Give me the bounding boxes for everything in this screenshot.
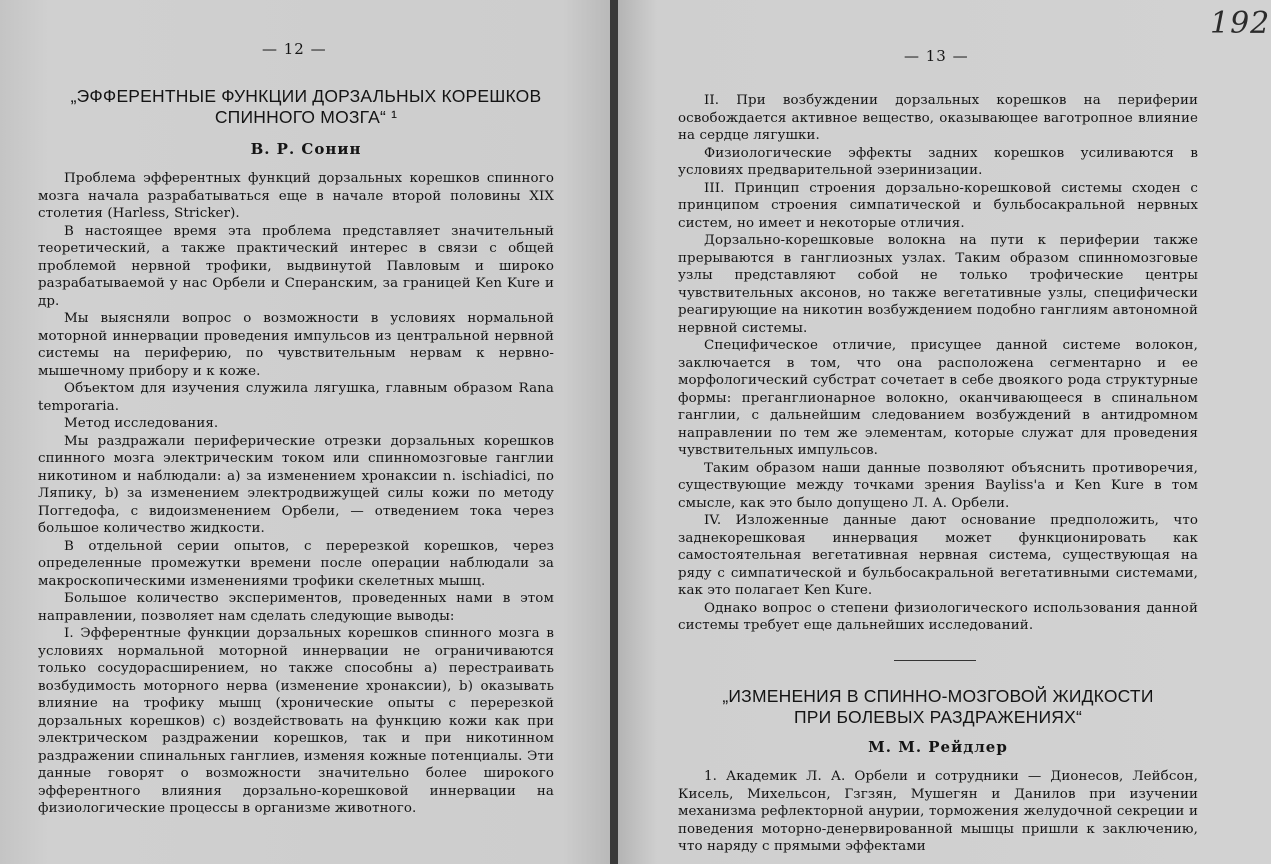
left-page xyxy=(0,0,612,864)
article-title xyxy=(28,86,584,128)
article-body-continued xyxy=(678,92,1198,635)
article-body xyxy=(38,170,554,818)
paragraph: Однако вопрос о степени физиологического использования данной системы требует еще дальнейших исследований. xyxy=(678,600,1198,633)
paragraph: Специфическое отличие, присущее данной системе волокон, заключается в том, что она расположена сегментарно и ее морфологический субстрат сочетает в себе двоякого рода структурные формы: преганглионарное волокно, оканчивающееся в спинальном ганглии, с дальнейшим следованием возбуждений в антидромном направлении по тем же элементам, которые служат для проведения чувствительных импульсов. xyxy=(678,338,1198,458)
paragraph: I. Эфферентные функции дорзальных корешков спинного мозга в условиях нормальной моторной иннервации не ограничиваются только сосудорасширением, но также способны а) перестраивать возбудимость моторного нерва (изменение хронаксии), b) оказывать влияние на трофику мышц (хронические опыты с перерезкой дорзальных корешков) с) воздействовать на функцию кожи как при электрическом раздражении корешков, так и при никотинном раздражении спинальных ганглиев, изменяя кожные потенциалы. Эти данные говорят о возможности значительно более широкого эфферентного влияния дорзально-корешковой иннервации на физиологические процессы в организме животного. xyxy=(38,626,554,816)
title-line: СПИННОГО МОЗГА“ ¹ xyxy=(214,107,398,127)
paragraph: Мы выясняли вопрос о возможности в условиях нормальной моторной иннервации проведения импульсов из центральной нервной системы на периферию, по чувствительным нервам к нервно-мышечному прибору и к коже. xyxy=(38,311,554,379)
article-author: М. М. Рейдлер xyxy=(868,738,1008,756)
handwritten-page-number: 192 xyxy=(1210,6,1271,41)
paragraph: Дорзально-корешковые волокна на пути к периферии также прерываются в ганглиозных узлах. Таким образом спинномозговые узлы представляют собой не только трофические центры чувствительных аксонов, но также вегетативные узлы, специфически реагирующие на никотин возбуждением подобно ганглиям автономной нервной системы. xyxy=(678,233,1198,336)
article-author: В. Р. Сонин xyxy=(250,140,362,158)
paragraph: В настоящее время эта проблема представляет значительный теоретический, а также практический интерес в связи с общей проблемой нервной трофики, выдвинутой Павловым и широко разрабатываемой у нас Орбели и Сперанским, за границей Ken Kure и др. xyxy=(38,223,554,309)
section-divider xyxy=(894,660,976,661)
paragraph: III. Принцип строения дорзально-корешковой системы сходен с принципом строения симпатической и бульбосакральной нервных систем, но имеет и некоторые отличия. xyxy=(678,180,1198,231)
paragraph: Мы раздражали периферические отрезки дорзальных корешков спинного мозга электрическим током или спинномозговые ганглии никотином и наблюдали: а) за изменением хронаксии n. ischiadici, по Ляпику, b) за изменением электродвижущей силы кожи по методу Поггедофа, с видоизменением Орбели, — отведением тока через большое количество жидкости. xyxy=(38,433,554,536)
paragraph: 1. Академик Л. А. Орбели и сотрудники — Дионесов, Лейбсон, Кисель, Михельсон, Гзгзян, Мушегян и Данилов при изучении механизма рефлекторной анурии, торможения желудочной секреции и поведения моторно-денервированной мышцы пришли к заключению, что наряду с прямыми эффектами xyxy=(678,769,1198,854)
article-title xyxy=(658,686,1218,728)
paragraph: В отдельной серии опытов, с перерезкой корешков, через определенные промежутки времени после операции наблюдали за макроскопическими изменениями трофики скелетных мышц. xyxy=(38,538,554,589)
paragraph: Физиологические эффекты задних корешков усиливаются в условиях предварительной эзеринизации. xyxy=(678,145,1198,178)
article-body xyxy=(678,768,1198,856)
paragraph: Проблема эфферентных функций дорзальных корешков спинного мозга начала разрабатываться еще в начале второй половины XIX столетия (Harless, Stricker). xyxy=(38,171,554,221)
paragraph: IV. Изложенные данные дают основание предположить, что заднекорешковая иннервация может функционировать как самостоятельная вегетативная нервная система, существующая на ряду с симпатической и бульбосакральной вегетативными системами, как это полагает Ken Kure. xyxy=(678,513,1198,598)
title-line: ПРИ БОЛЕВЫХ РАЗДРАЖЕНИЯХ“ xyxy=(793,707,1082,727)
paragraph: Таким образом наши данные позволяют объяснить противоречия, существующие между точками зрения Bayliss'а и Ken Kure в том смысле, как это было допущено Л. А. Орбели. xyxy=(678,460,1198,511)
page-number: — 12 — xyxy=(262,40,327,58)
title-line: „ЭФФЕРЕНТНЫЕ ФУНКЦИИ ДОРЗАЛЬНЫХ КОРЕШКОВ xyxy=(70,86,542,106)
page-number: — 13 — xyxy=(904,47,969,65)
paragraph: Большое количество экспериментов, проведенных нами в этом направлении, позволяет нам сделать следующие выводы: xyxy=(38,591,554,624)
paragraph: Объектом для изучения служила лягушка, главным образом Rana temporaria. xyxy=(38,381,554,414)
paragraph: Метод исследования. xyxy=(64,416,219,431)
right-page xyxy=(618,0,1271,864)
paragraph: II. При возбуждении дорзальных корешков на периферии освобождается активное вещество, оказывающее ваготропное влияние на сердце лягушки. xyxy=(678,93,1198,143)
title-line: „ИЗМЕНЕНИЯ В СПИННО-МОЗГОВОЙ ЖИДКОСТИ xyxy=(722,686,1154,706)
